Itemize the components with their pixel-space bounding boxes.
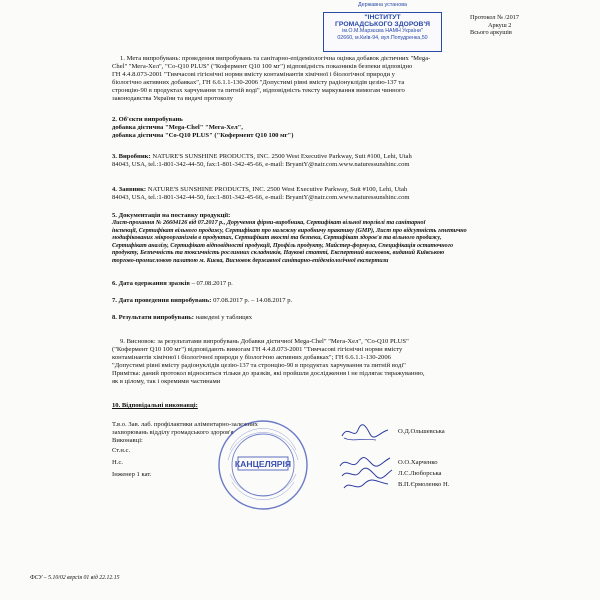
conclusion-line: 9. Висновок: за результатами випробувань Добавки дієтичної Mega-Chel" "Мега-Хел", "Co-Q10 PLUS" [120,338,409,345]
executor-position: Інженер 1 кат. [112,471,152,479]
executor-position: Н.с. [112,459,123,467]
executor-position: Виконавці: [112,437,143,445]
manufacturer-label: 3. Виробник: [112,153,151,160]
section-objects [112,116,502,140]
section-results [112,314,252,322]
documentation-line: інспекції, Сертифікат вільного продажу, Сертифікат про належну виробничу практику (GMP), Лист про відсутність генетично [112,227,467,234]
executor-name: О.О.Харченко [398,459,438,467]
results-value: наведені у таблицях [195,314,253,321]
executor-name: О.Д.Ольшевська [398,428,445,435]
conclusion-line: як в цілому, так і окремими частинами [112,378,221,386]
executor-position: захворювань відділу громадського здоров'я [112,429,234,437]
form-version-footer: ФСУ – 5.10/02 версія 01 від 22.12.15 [30,575,120,581]
objects-title: 2. Об'єкти випробувань [112,116,183,123]
applicant-line: 84043, USA, tel.:1-801-342-44-50, fax:1-801-342-45-66, e-mail: BryantY@natr.com.www.naturessunshinc.com [112,194,410,202]
sheet-number: Аркуш 2 [488,21,512,29]
purpose-line: стронцію-90 в продуктах харчування та питній воді", відповідність тексту маркування вимогам чинного [112,87,405,95]
purpose-line: законодавства України та видачі протоколу [112,95,233,103]
section-receipt-date [112,280,233,288]
test-dates-value: 07.08.2017 р. – 14.08.2017 р. [213,297,293,304]
executors-names [398,428,518,489]
stamp-line-1: ім.О.М.Марзєєва НАМН України" [342,28,423,35]
executor-position: Ст.н.с. [112,447,131,455]
stamp-word: КАНЦЕЛЯРІЯ [234,459,292,469]
institute-stamp [323,12,442,52]
section-documentation [112,212,504,266]
conclusion-line: контамінантів хімічної і біологічної природи у біологічно активних добавках"; ГН 6.6.1.1-130-2006 [112,354,391,362]
purpose-line: біологічно активних добавках", ГН 6.6.1.1-130-2006 "Допустимі рівні вмісту радіонуклідів цезію-137 та [112,79,405,87]
section-conclusion [112,338,504,387]
documentation-line: модифікованих мікроорганізмів в продуктах, Сертифікат якості та безпеки, Сертифікат здоров'я та вільного продажу, [112,235,442,242]
manufacturer-line: NATURE'S SUNSHINE PRODUCTS, INC. 2500 West Executive Parkway, Suit #100, Lehi, Utah [152,153,412,160]
executor-position: Т.в.о. Зав. лаб. профілактики аліментарно-залежних [112,421,258,428]
chancellery-round-stamp [208,410,318,520]
purpose-line: Chel" "Мега-Хел", "Co-Q10 PLUS" ("Кофермент Q10 100 мг") відповідність показників безпеки відповідно [112,63,413,71]
stamp-title-2: ГРОМАДСЬКОГО ЗДОРОВ'Я [335,21,430,29]
documentation-line: продукту, Безпечність та токсичність рослинних складників, Наукові статті, Експертний висновок, виданий Київською [112,250,445,257]
conclusion-line: ("Кофермент Q10 100 мг") відповідають вимогам ГН 4.4.8.073-2001 "Тимчасові гігієнічні норми вмісту [112,346,403,354]
stamp-line-2: 02660, м.Київ-94, вул.Попудренка,50 [337,35,428,41]
stamp-org-name: Державна установа [357,2,408,8]
applicant-label: 4. Заявник: [112,186,147,193]
executors-title: 10. Відповідальні виконавці: [112,402,198,409]
conclusion-line: Примітка: даний протокол відноситься тільки до зразків, які пройшли дослідження і не підлягає тиражуванню, [112,370,425,378]
applicant-line: NATURE'S SUNSHINE PRODUCTS, INC. 2500 West Executive Parkway, Suit #100, Lehi, Utah [147,186,408,193]
executor-name: Л.С.Люборська [398,470,442,478]
section-purpose [112,55,500,104]
object-item: добавка дієтична "Co-Q10 PLUS" ("Кофермент Q10 100 мг") [112,132,294,140]
executor-name: В.П.Єрмоленко Н. [398,481,450,489]
documentation-line: торгово-промисловою палатою м. Києва, Висновок державної санітарно-епідеміологічної експертизи [112,258,389,265]
conclusion-line: "Допустимі рівні вмісту радіонуклідів цезію-137 та стронцію-90 в продуктах харчування та питній воді" [112,362,406,370]
protocol-number: Протокол № /2017 [470,14,520,21]
signatures [336,418,396,518]
section-test-dates [112,297,292,305]
purpose-line: ГН 4.4.8.073-2001 "Тимчасові гігієнічні норми вмісту контамінантів хімічної і біологічної природи у [112,71,395,79]
stamp-title-1: "ІНСТИТУТ [364,14,401,21]
documentation-line: Сертифікат аналізу, Сертифікат відповідності продукції, Профіль продукту, Майстер-формула, Специфікація остаточного [112,242,454,249]
protocol-info [470,14,580,37]
section-manufacturer [112,153,502,169]
manufacturer-line: 84043, USA, tel.:1-801-342-44-50, fax:1-801-342-45-66, e-mail: BryantY@natr.com.www.naturessunshinc.com [112,161,410,169]
sheets-total: Всього аркушів [470,29,512,37]
documentation-title: 5. Документація на поставку продукції: [112,212,231,219]
results-label: 8. Результати випробувань: [112,314,194,321]
documentation-line: Лист-прохання № 26604126 від 07.2017 р., Доручення фірми-виробника, Сертифікат вільної торгівлі та санітарної [112,220,426,227]
test-dates-label: 7. Дата проведення випробувань: [112,297,212,304]
receipt-date-value: – 07.08.2017 р. [191,280,233,287]
purpose-line: 1. Мета випробувань: проведення випробувань та санітарно-епідеміологічна оцінка добавок дієтичних "Mega- [120,55,431,62]
receipt-date-label: 6. Дата одержання зразків [112,280,190,287]
object-item: добавка дієтична "Mega-Chel" "Мега-Хел", [112,124,243,132]
section-applicant [112,186,502,202]
